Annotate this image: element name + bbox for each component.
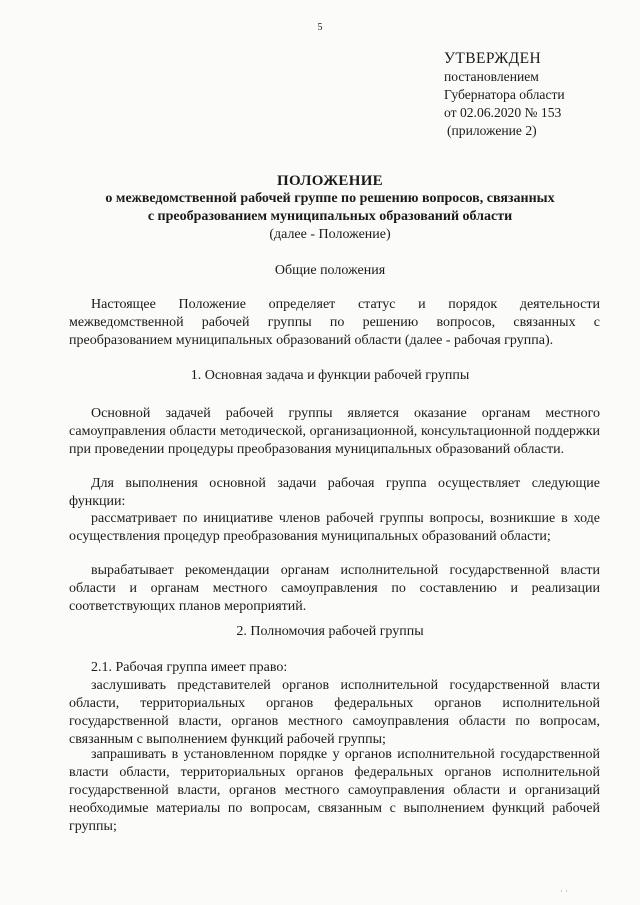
paragraph: вырабатывает рекомендации органам исполнительной государственной власти области и органам местного самоуправления по составлению и реализации соответствующих планов мероприятий.	[69, 563, 600, 614]
paragraph: 2.1. Рабочая группа имеет право:	[91, 660, 288, 675]
approval-stamp	[444, 50, 565, 140]
paragraph: запрашивать в установленном порядке у органов исполнительной государственной власти области, территориальных органов федеральных органов исполнительной государственной власти, органов местного самоуправления области и организаций необходимые материалы по вопросам, связанным с выполнением функций рабочей группы;	[69, 747, 600, 834]
paragraph: Настоящее Положение определяет статус и порядок деятельности межведомственной рабочей группы по решению вопросов, связанных с преобразованием муниципальных образований области (далее - рабочая группа).	[69, 297, 600, 348]
page-number: 5	[317, 22, 323, 33]
paragraph: Для выполнения основной задачи рабочая группа осуществляет следующие функции:	[69, 476, 600, 509]
paragraph: Основной задачей рабочей группы является оказание органам местного самоуправления области методической, организационной, консультационной поддержки при проведении процедуры преобразования муниципальных образований области.	[69, 406, 600, 457]
approval-line: постановлением	[444, 69, 539, 84]
section-heading-general: Общие положения	[274, 263, 386, 278]
title-note: (далее - Положение)	[269, 227, 391, 242]
section-heading-2: 2. Полномочия рабочей группы	[236, 624, 424, 639]
scan-artifact: · ·	[560, 886, 569, 896]
title-subtitle: о межведомственной рабочей группе по решению вопросов, связанных	[105, 191, 555, 206]
document-title	[40, 172, 620, 244]
title-main: ПОЛОЖЕНИЕ	[277, 173, 383, 189]
approval-line: Губернатора области	[444, 87, 565, 102]
title-subtitle: с преобразованием муниципальных образований области	[147, 209, 513, 224]
paragraph: заслушивать представителей органов исполнительной государственной власти области, территориальных органов федеральных органов исполнительной государственной власти, органов местного самоуправления области по вопросам, связанным с выполнением функций рабочей группы;	[69, 678, 600, 747]
approval-title: УТВЕРЖДЕН	[444, 50, 542, 67]
paragraph: рассматривает по инициативе членов рабочей группы вопросы, возникшие в ходе осуществления процедур преобразования муниципальных образований области;	[69, 511, 600, 544]
approval-date: от 02.06.2020 № 153	[444, 105, 562, 120]
approval-appendix: (приложение 2)	[447, 123, 537, 138]
section-heading-1: 1. Основная задача и функции рабочей группы	[190, 368, 470, 383]
